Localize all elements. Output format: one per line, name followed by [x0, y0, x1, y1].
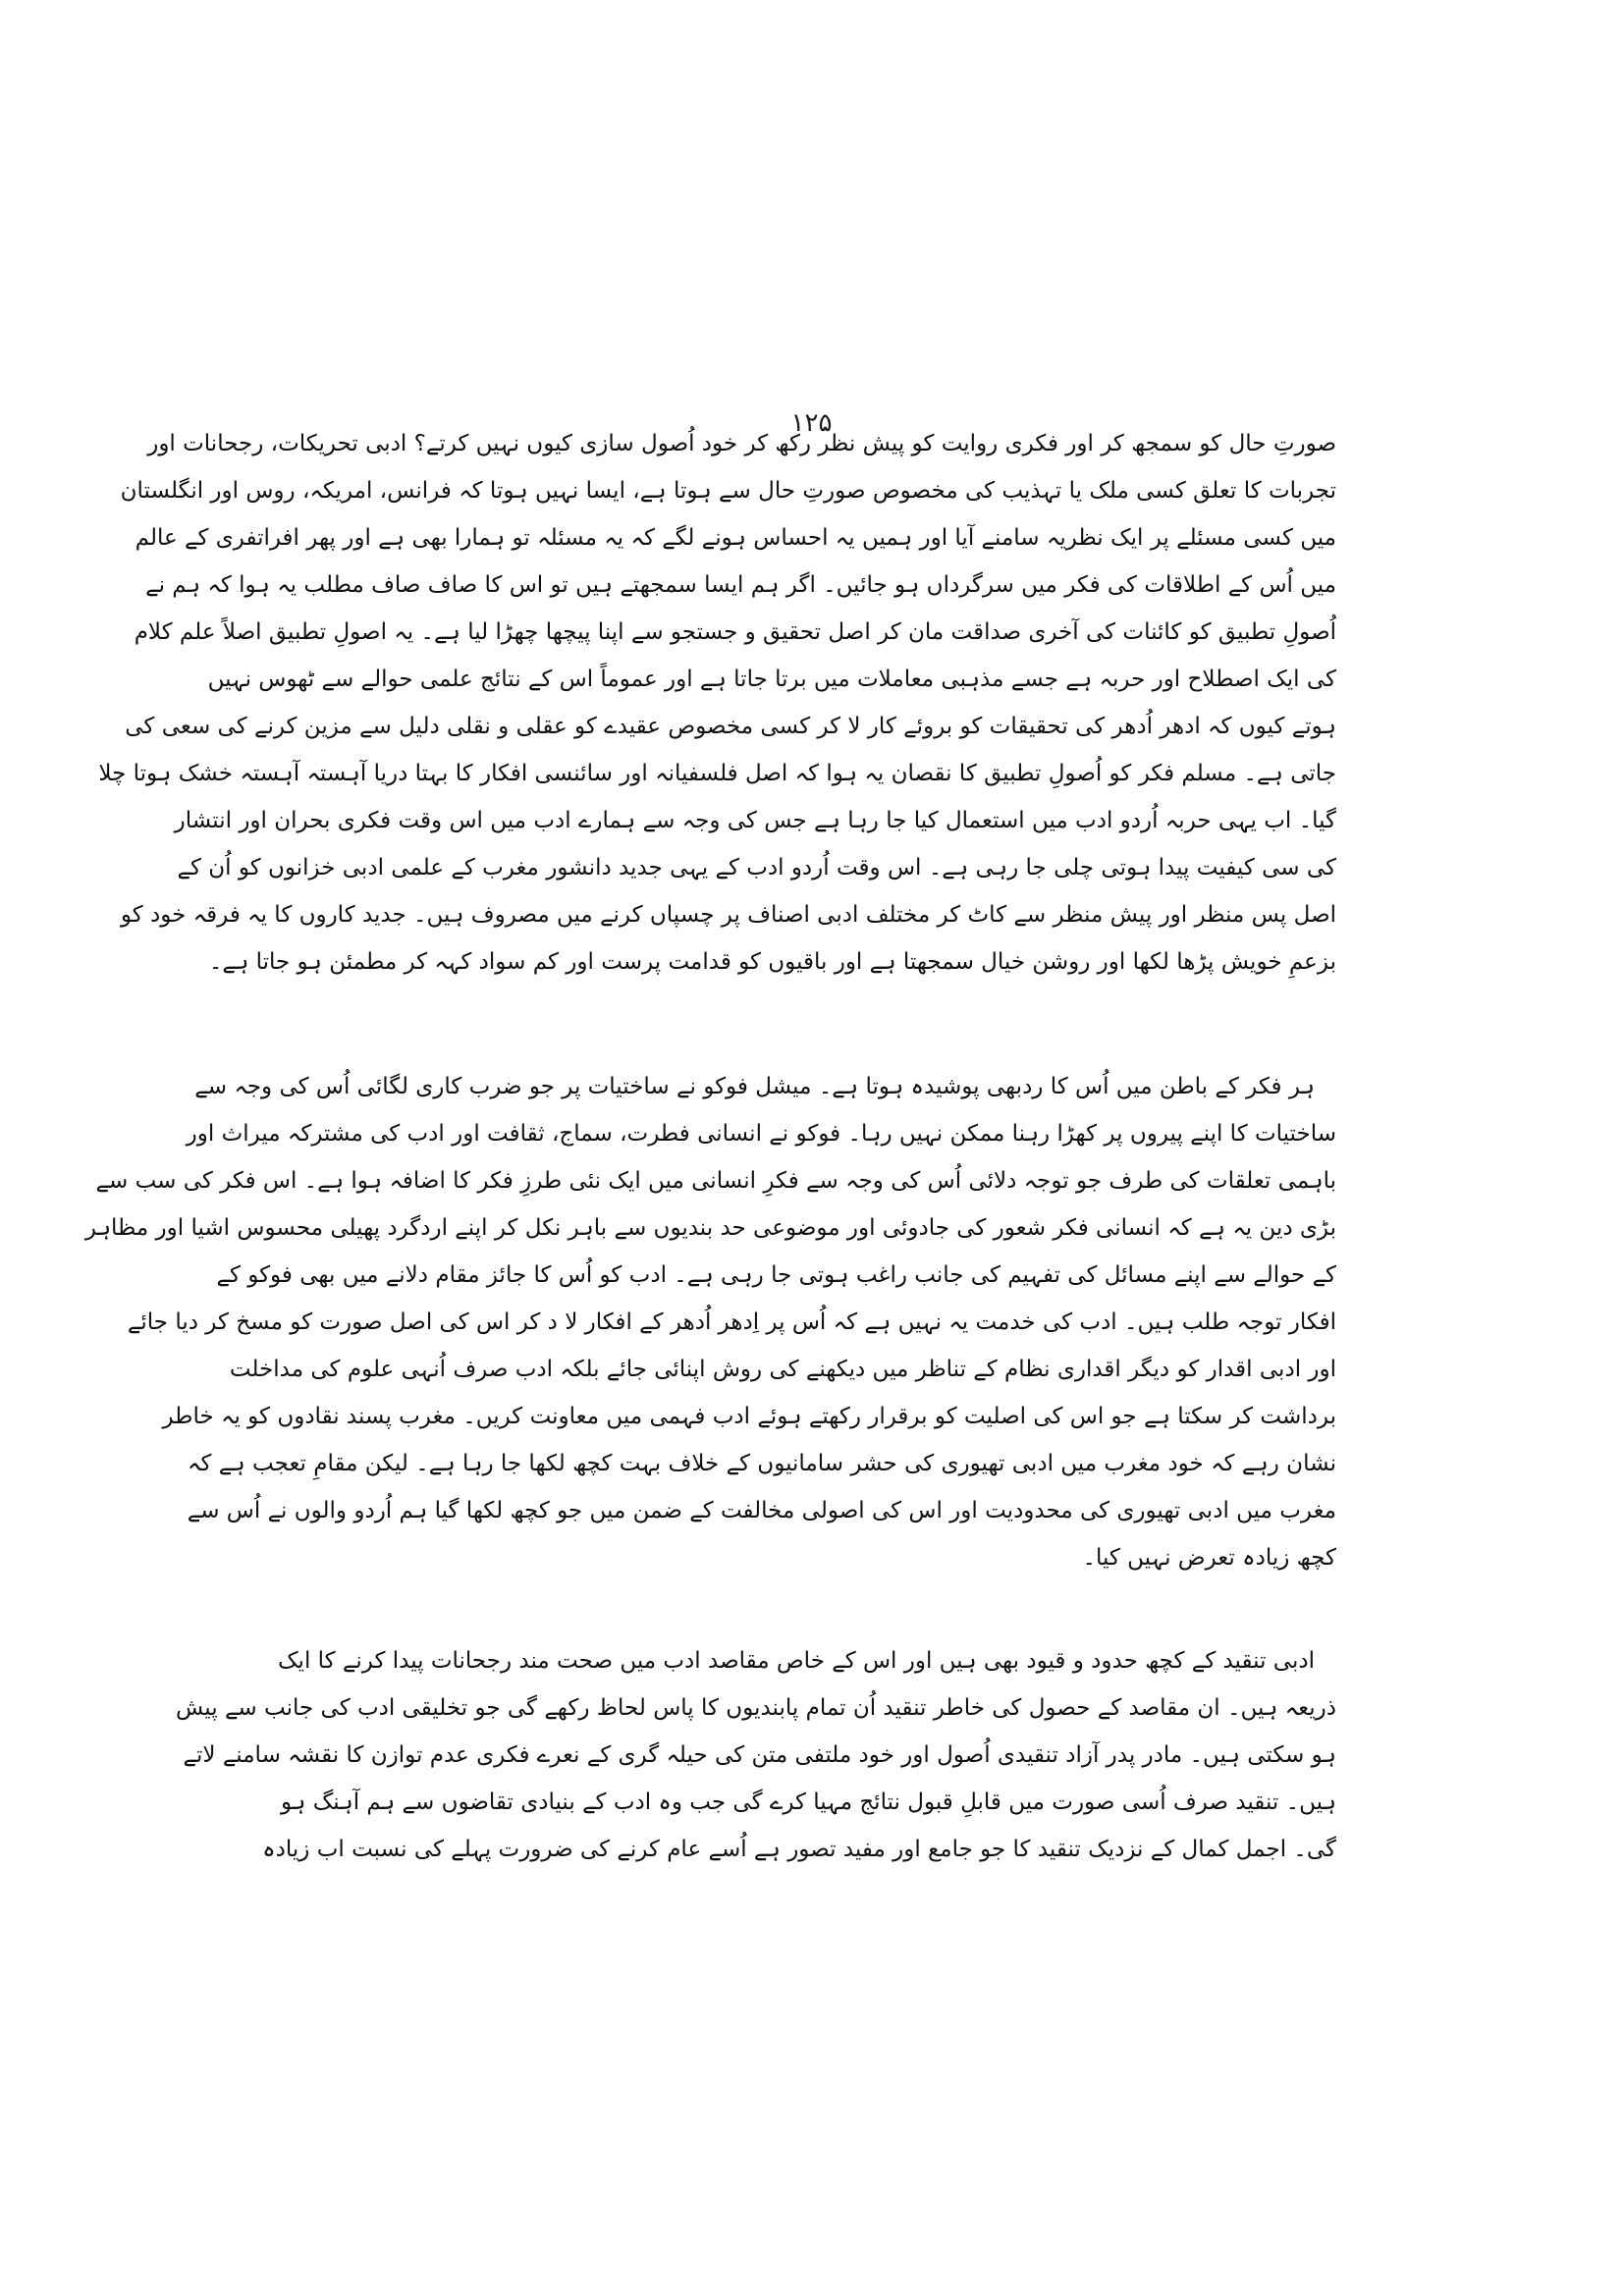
paragraph-line: کی ایک اصطلاح اور حربہ ہے جسے مذہبی معاملات میں برتا جاتا ہے اور عموماً اس کے نتائج علمی حوالے سے ٹھوس نہیں — [207, 667, 1336, 692]
paragraph-line: نشان رہے کہ خود مغرب میں ادبی تھیوری کی حشر سامانیوں کے خلاف بہت کچھ لکھا جا رہا ہے۔ لیکن مقامِ تعجب ہے کہ — [188, 1451, 1336, 1476]
paragraph-line: اصل پس منظر اور پیش منظر سے کاٹ کر مختلف ادبی اصناف پر چسپاں کرنے میں مصروف ہیں۔ جدید کاروں کا یہ فرقہ خود کو — [120, 902, 1336, 928]
paragraph-line: ذریعہ ہیں۔ ان مقاصد کے حصول کی خاطر تنقید اُن تمام پابندیوں کا پاس لحاظ رکھے گی جو تخلیقی ادب کی جانب سے پیش — [175, 1695, 1336, 1721]
paragraph-line: ادبی تنقید کے کچھ حدود و قیود بھی ہیں اور اس کے خاص مقاصد ادب میں صحت مند رجحانات پیدا کرنے کا ایک — [277, 1648, 1315, 1674]
paragraph-line: کی سی کیفیت پیدا ہوتی چلی جا رہی ہے۔ اس وقت اُردو ادب کے یہی جدید دانشور مغرب کے علمی ادبی خزانوں کو اُن کے — [177, 855, 1336, 881]
paragraph-line: میں اُس کے اطلاقات کی فکر میں سرگرداں ہو جائیں۔ اگر ہم ایسا سمجھتے ہیں تو اس کا صاف صاف مطلب یہ ہوا کہ ہم نے — [145, 572, 1336, 598]
paragraph-line: اُصولِ تطبیق کو کائنات کی آخری صداقت مان کر اصل تحقیق و جستجو سے اپنا پیچھا چھڑا لیا ہے۔ یہ اصولِ تطبیق اصلاً علم کلام — [134, 619, 1336, 645]
paragraph-1 — [98, 420, 1336, 986]
paragraph-line: بزعمِ خویش پڑھا لکھا اور روشن خیال سمجھتا ہے اور باقیوں کو قدامت پرست اور کم سواد کہہ کر مطمئن ہو جاتا ہے۔ — [208, 949, 1336, 975]
paragraph-line: برداشت کر سکتا ہے جو اس کی اصلیت کو برقرار رکھتے ہوئے ادب فہمی میں معاونت کریں۔ مغرب پسند نقادوں کو یہ خاطر — [162, 1404, 1336, 1429]
paragraph-line: کے حوالے سے اپنے مسائل کی تفہیم کی جانب راغب ہوتی جا رہی ہے۔ ادب کو اُس کا جائز مقام دلانے میں بھی فوکو کے — [216, 1262, 1336, 1288]
paragraph-line: افکار توجہ طلب ہیں۔ ادب کی خدمت یہ نہیں ہے کہ اُس پر اِدھر اُدھر کے افکار لا د کر اس کی اصل صورت کو مسخ کر دیا جائے — [127, 1309, 1336, 1335]
paragraph-line: گی۔ اجمل کمال کے نزدیک تنقید کا جو جامع اور مفید تصور ہے اُسے عام کرنے کی ضرورت پہلے کی نسبت اب زیادہ — [262, 1837, 1336, 1862]
paragraph-line: صورتِ حال کو سمجھ کر اور فکری روایت کو پیش نظر رکھ کر خود اُصول سازی کیوں نہیں کرتے؟ ادبی تحریکات، رجحانات اور — [147, 431, 1336, 456]
paragraph-line: باہمی تعلقات کی طرف جو توجہ دلائی اُس کی وجہ سے فکرِ انسانی میں ایک نئی طرزِ فکر کا اضافہ ہوا ہے۔ اس فکر کی سب سے — [95, 1168, 1336, 1194]
paragraph-line: گیا۔ اب یہی حربہ اُردو ادب میں استعمال کیا جا رہا ہے جس کی وجہ سے ہمارے ادب میں اس وقت فکری بحران اور انتشار — [174, 808, 1336, 833]
paragraph-2 — [84, 1063, 1336, 1581]
page-number: ۱۲۵ — [790, 408, 833, 438]
paragraph-line: مغرب میں ادبی تھیوری کی محدودیت اور اس کی اصولی مخالفت کے ضمن میں جو کچھ لکھا گیا ہم اُردو والوں نے اُس سے — [187, 1498, 1336, 1523]
paragraph-line: میں کسی مسئلے پر ایک نظریہ سامنے آیا اور ہمیں یہ احساس ہونے لگے کہ یہ مسئلہ تو ہمارا بھی ہے اور پھر افراتفری کے عالم — [135, 525, 1336, 551]
paragraph-line: ہیں۔ تنقید صرف اُسی صورت میں قابلِ قبول نتائج مہیا کرے گی جب وہ ادب کے بنیادی تقاضوں سے ہم آہنگ ہو — [281, 1789, 1336, 1815]
paragraph-line: کچھ زیادہ تعرض نہیں کیا۔ — [1082, 1545, 1336, 1571]
paragraph-3 — [175, 1637, 1336, 1873]
paragraph-line: ساختیات کا اپنے پیروں پر کھڑا رہنا ممکن نہیں رہا۔ فوکو نے انسانی فطرت، سماج، ثقافت اور ادب کی مشترکہ میراث اور — [186, 1121, 1336, 1147]
paragraph-line: تجربات کا تعلق کسی ملک یا تہذیب کی مخصوص صورتِ حال سے ہوتا ہے، ایسا نہیں ہوتا کہ فرانس، امریکہ، روس اور انگلستان — [120, 478, 1336, 504]
paragraph-line: جاتی ہے۔ مسلم فکر کو اُصولِ تطبیق کا نقصان یہ ہوا کہ اصل فلسفیانہ اور سائنسی افکار کا بہتا دریا آہستہ آہستہ خشک ہوتا چلا — [98, 761, 1336, 786]
paragraph-line: ہو سکتی ہیں۔ مادر پدر آزاد تنقیدی اُصول اور خود ملتفی متن کی حیلہ گری کے نعرے فکری عدم توازن کا نقشہ سامنے لاتے — [183, 1742, 1336, 1768]
paragraph-line: ہر فکر کے باطن میں اُس کا ردبھی پوشیدہ ہوتا ہے۔ میشل فوکو نے ساختیات پر جو ضرب کاری لگائی اُس کی وجہ سے — [194, 1074, 1315, 1099]
paragraph-line: بڑی دین یہ ہے کہ انسانی فکر شعور کی جادوئی اور موضوعی حد بندیوں سے باہر نکل کر اپنے اردگرد پھیلی محسوس اشیا اور مظاہر — [84, 1215, 1336, 1241]
paragraph-line: ہوتے کیوں کہ ادھر اُدھر کی تحقیقات کو بروئے کار لا کر کسی مخصوص عقیدے کو عقلی و نقلی دلیل سے مزین کرنے کی سعی کی — [125, 714, 1336, 739]
paragraph-line: اور ادبی اقدار کو دیگر اقداری نظام کے تناظر میں دیکھنے کی روش اپنائی جائے بلکہ ادب صرف اُنہی علوم کی مداخلت — [229, 1357, 1336, 1382]
